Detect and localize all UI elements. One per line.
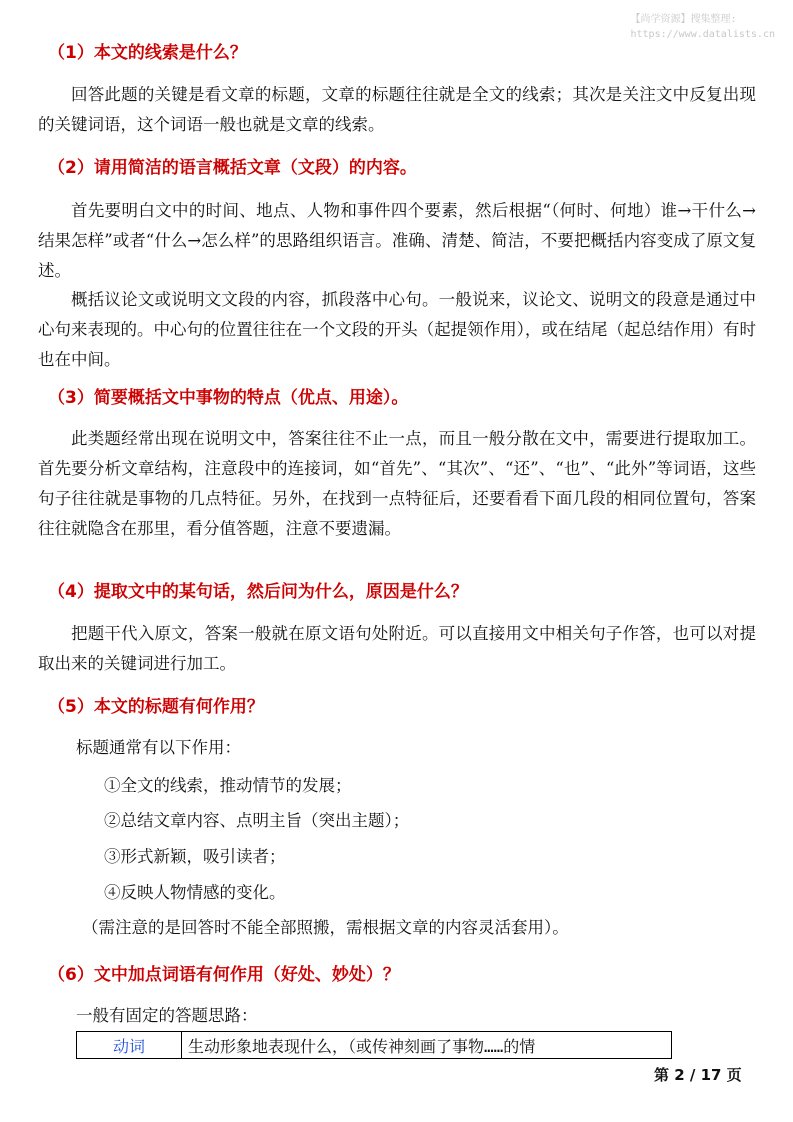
section-5-item-2: ②总结文章内容、点明主旨（突出主题）； [104, 811, 410, 830]
answer-table [76, 1031, 672, 1059]
section-heading-1: （1）本文的线索是什么？ [48, 43, 247, 63]
table-row [77, 1032, 672, 1059]
table-key-cell: 动词 [77, 1032, 182, 1059]
section-4-paragraph-1: 把题干代入原文，答案一般就在原文语句处附近。可以直接用文中相关句子作答，也可以对提取出来的关键词进行加工。 [38, 624, 756, 673]
watermark-url: https://www.datalists.cn [630, 29, 775, 40]
section-heading-2: （2）请用简洁的语言概括文章（文段）的内容。 [48, 158, 417, 178]
section-5-note: （需注意的是回答时不能全部照搬，需根据文章的内容灵活套用）。 [82, 918, 569, 937]
page-number: 第 2 / 17 页 [654, 1066, 742, 1084]
section-5-intro: 标题通常有以下作用： [76, 738, 241, 757]
section-heading-4: （4）提取文中的某句话，然后问为什么，原因是什么？ [48, 582, 468, 602]
section-heading-3: （3）简要概括文中事物的特点（优点、用途）。 [48, 388, 409, 408]
table-value-cell: 生动形象地表现什么，（或传神刻画了事物……的情 [182, 1032, 672, 1059]
section-2-paragraph-1: 首先要明白文中的时间、地点、人物和事件四个要素，然后根据“（何时、何地）谁→干什么→结果怎样”或者“什么→怎么样”的思路组织语言。准确、清楚、简洁，不要把概括内容变成了原文复述。 [38, 201, 756, 280]
watermark-title: 【尚学资源】搜集整理: [630, 14, 737, 25]
watermark [631, 12, 776, 42]
section-5-item-1: ①全文的线索，推动情节的发展； [104, 776, 352, 795]
section-heading-6: （6）文中加点词语有何作用（好处、妙处）？ [48, 965, 400, 985]
section-heading-5: （5）本文的标题有何作用？ [48, 697, 264, 717]
section-1-paragraph-1: 回答此题的关键是看文章的标题，文章的标题往往就是全文的线索；其次是关注文中反复出现的关键词语，这个词语一般也就是文章的线索。 [38, 85, 756, 134]
section-2-paragraph-2: 概括议论文或说明文文段的内容，抓段落中心句。一般说来，议论文、说明文的段意是通过中心句来表现的。中心句的位置往往在一个文段的开头（起提领作用），或在结尾（起总结作用）有时也在中间。 [38, 290, 756, 369]
section-3-paragraph-1: 此类题经常出现在说明文中，答案往往不止一点，而且一般分散在文中，需要进行提取加工。首先要分析文章结构，注意段中的连接词，如“首先”、“其次”、“还”、“也”、“此外”等词语，这些句子往往就是事物的几点特征。另外，在找到一点特征后，还要看看下面几段的相同位置句，答案往往就隐含在那里，看分值答题，注意不要遗漏。 [38, 429, 756, 538]
section-5-item-3: ③形式新颖，吸引读者； [104, 847, 286, 866]
section-6-intro: 一般有固定的答题思路： [76, 1006, 258, 1025]
section-5-item-4: ④反映人物情感的变化。 [104, 883, 286, 902]
